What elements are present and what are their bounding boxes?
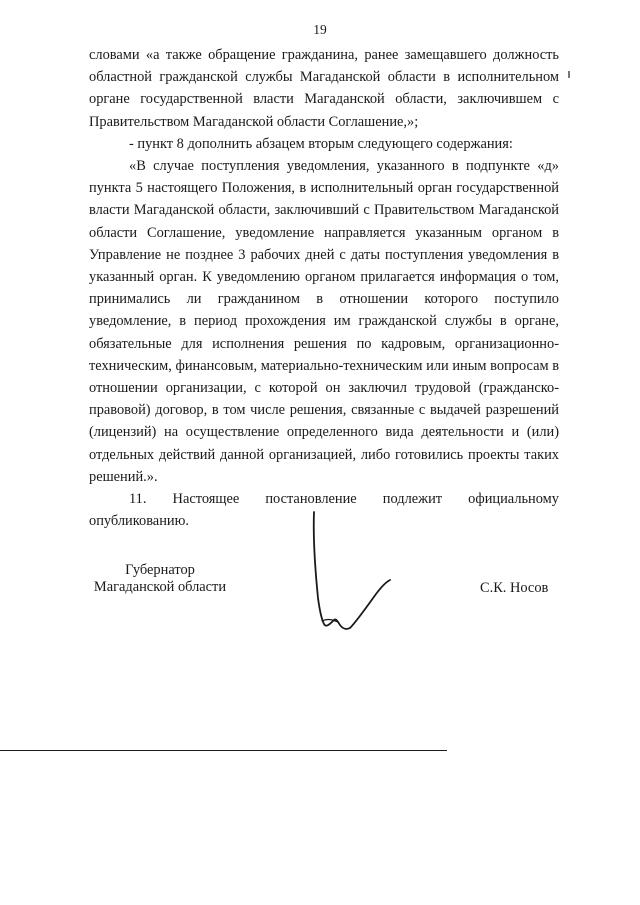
handwritten-signature (300, 508, 410, 643)
paragraph: - пункт 8 дополнить абзацем вторым следующего содержания: (129, 135, 513, 152)
paragraph: словами «а также обращение гражданина, ранее замещавшего должность областной гражданской службы Магаданской области в исполнительном органе государственной власти Магаданской области, заключившем с Правительством Магаданской области Соглашение,»; (89, 47, 559, 130)
footer-rule (0, 750, 447, 751)
paragraph: «В случае поступления уведомления, указанного в подпункте «д» пункта 5 настоящего Положения, в исполнительный орган государственной власти Магаданской области, заключивший с Правительством Магаданской области Соглашение, уведомление направляется указанным органом в Управление не позднее 3 рабочих дней с даты поступления уведомления в указанный орган. К уведомлению органом прилагается информация о том, принимались ли гражданином в отношении которого поступило уведомление, в период прохождения им гражданской службы в органе, обязательные для исполнения решения по кадровым, организационно-техническим, финансовым, материально-техническим или иным вопросам в отношении организации, с которой он заключил трудовой (гражданско-правовой) договор, в том числе решения, связанные с выдачей разрешений (лицензий) на осуществление определенного вида деятельности и (или) отдельных действий данной организацией, либо готовились проекты таких решений.». (89, 158, 559, 485)
paragraph: 11. Настоящее постановление подлежит официальному опубликованию. (89, 491, 559, 530)
page-number: 19 (313, 22, 327, 37)
signatory-name: С.К. Носов (480, 580, 549, 596)
signatory-title: Губернатор Магаданской области (93, 562, 227, 595)
